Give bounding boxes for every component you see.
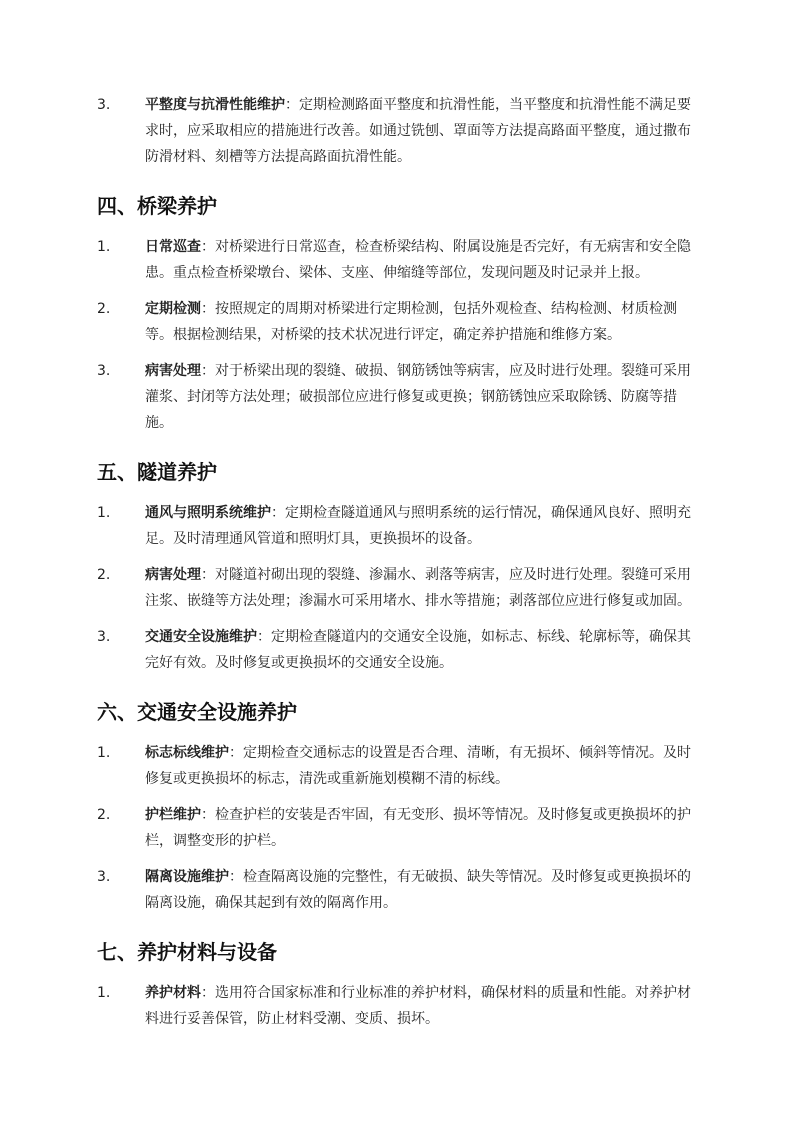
item-term: 护栏维护 [145, 807, 201, 823]
item-term: 病害处理 [145, 567, 201, 583]
item-term: 通风与照明系统维护 [145, 505, 271, 521]
item-term: 隔离设施维护 [145, 869, 229, 885]
list-number: 1. [97, 985, 111, 1001]
list-item [97, 296, 701, 348]
item-term: 养护材料 [145, 985, 201, 1001]
list-item [97, 864, 701, 916]
item-text: ：定期检查隧道内的交通安全设施，如标志、标线、轮廓标等，确保其完好有效。及时修复或更换损坏的交通安全设施。 [145, 629, 691, 671]
list-number: 3. [97, 869, 111, 885]
list-item [97, 802, 701, 854]
item-term: 日常巡查 [145, 239, 201, 255]
list-number: 3. [97, 629, 111, 645]
item-text: ：选用符合国家标准和行业标准的养护材料，确保材料的质量和性能。对养护材料进行妥善保管，防止材料受潮、变质、损坏。 [145, 985, 691, 1027]
item-text: ：定期检查交通标志的设置是否合理、清晰，有无损坏、倾斜等情况。及时修复或更换损坏的标志，清洗或重新施划模糊不清的标线。 [145, 745, 691, 787]
list-number: 1. [97, 505, 111, 521]
item-text: ：对隧道衬砌出现的裂缝、渗漏水、剥落等病害，应及时进行处理。裂缝可采用注浆、嵌缝等方法处理；渗漏水可采用堵水、排水等措施；剥落部位应进行修复或加固。 [145, 567, 691, 609]
list-number: 2. [97, 807, 111, 823]
list-number: 2. [97, 301, 111, 317]
list-number: 3. [97, 97, 111, 113]
section-heading: 六、交通安全设施养护 [97, 700, 297, 724]
item-text: ：定期检查隧道通风与照明系统的运行情况，确保通风良好、照明充足。及时清理通风管道和照明灯具，更换损坏的设备。 [145, 505, 691, 547]
item-text: ：检查隔离设施的完整性，有无破损、缺失等情况。及时修复或更换损坏的隔离设施，确保其起到有效的隔离作用。 [145, 869, 691, 911]
item-term: 交通安全设施维护 [145, 629, 257, 645]
item-term: 病害处理 [145, 363, 201, 379]
list-item [97, 740, 701, 792]
list-item [97, 980, 701, 1032]
section-heading: 七、养护材料与设备 [97, 940, 277, 964]
item-text: ：对于桥梁出现的裂缝、破损、钢筋锈蚀等病害，应及时进行处理。裂缝可采用灌浆、封闭等方法处理；破损部位应进行修复或更换；钢筋锈蚀应采取除锈、防腐等措施。 [145, 363, 691, 431]
section-heading: 四、桥梁养护 [97, 194, 217, 218]
list-item [97, 500, 701, 552]
item-term: 定期检测 [145, 301, 201, 317]
list-number: 1. [97, 239, 111, 255]
list-number: 3. [97, 363, 111, 379]
section-heading: 五、隧道养护 [97, 460, 217, 484]
list-number: 2. [97, 567, 111, 583]
list-item [97, 624, 701, 676]
list-number: 1. [97, 745, 111, 761]
item-text: ：按照规定的周期对桥梁进行定期检测，包括外观检查、结构检测、材质检测等。根据检测结果，对桥梁的技术状况进行评定，确定养护措施和维修方案。 [145, 301, 677, 343]
item-text: ：对桥梁进行日常巡查，检查桥梁结构、附属设施是否完好，有无病害和安全隐患。重点检查桥梁墩台、梁体、支座、伸缩缝等部位，发现问题及时记录并上报。 [145, 239, 691, 281]
list-item [97, 92, 701, 170]
list-item [97, 234, 701, 286]
item-term: 标志标线维护 [145, 745, 229, 761]
item-text: ：检查护栏的安装是否牢固，有无变形、损坏等情况。及时修复或更换损坏的护栏，调整变形的护栏。 [145, 807, 691, 849]
list-item [97, 358, 701, 436]
item-text: ：定期检测路面平整度和抗滑性能，当平整度和抗滑性能不满足要求时，应采取相应的措施进行改善。如通过铣刨、罩面等方法提高路面平整度，通过撒布防滑材料、刻槽等方法提高路面抗滑性能。 [145, 97, 691, 165]
item-term: 平整度与抗滑性能维护 [145, 97, 285, 113]
list-item [97, 562, 701, 614]
document-content [97, 92, 701, 1042]
